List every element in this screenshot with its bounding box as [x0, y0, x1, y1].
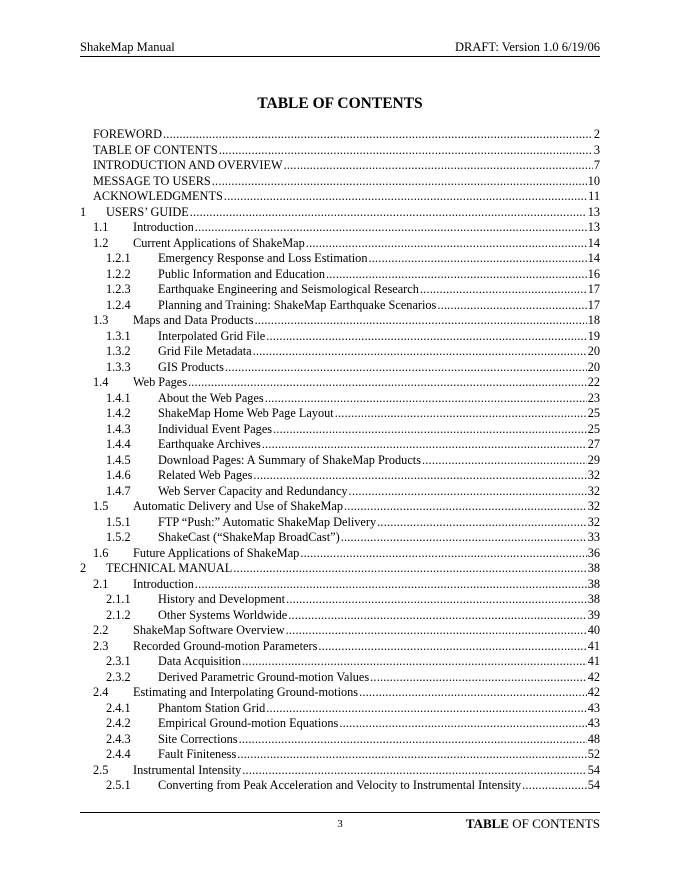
toc-entry-title: TABLE OF CONTENTS [93, 142, 218, 157]
toc-entry-number: 2 [80, 561, 87, 575]
toc-entry-title: Maps and Data Products [133, 313, 254, 327]
toc-dot-leader [359, 685, 587, 701]
toc-entry[interactable] [80, 453, 600, 469]
toc-entry[interactable] [80, 484, 600, 500]
toc-entry-page: 36 [587, 545, 600, 560]
toc-entry-number: 1.2.2 [106, 266, 131, 281]
toc-entry-title: FOREWORD [93, 127, 163, 141]
toc-entry-page: 54 [587, 762, 600, 777]
toc-entry-title: INTRODUCTION AND OVERVIEW [93, 158, 283, 172]
toc-dot-leader [255, 313, 587, 329]
toc-entry-number: 2.4.1 [106, 700, 131, 715]
toc-dot-leader [242, 763, 586, 779]
toc-entry[interactable] [80, 282, 600, 298]
toc-entry[interactable] [80, 267, 600, 283]
toc-entry[interactable] [80, 499, 600, 515]
toc-dot-leader [522, 778, 587, 794]
toc-entry[interactable] [80, 670, 600, 686]
toc-dot-leader [300, 546, 586, 562]
toc-entry-title: Estimating and Interpolating Ground-motions [133, 685, 359, 699]
toc-entry-page: 16 [587, 266, 600, 281]
toc-entry-page: 33 [587, 530, 600, 544]
footer-page-number: 3 [337, 818, 343, 830]
toc-dot-leader [318, 639, 586, 655]
toc-entry[interactable] [80, 732, 600, 748]
toc-dot-leader [188, 375, 587, 391]
toc-dot-leader [286, 623, 587, 639]
toc-entry-page: 32 [587, 483, 600, 498]
toc-entry[interactable] [80, 143, 600, 159]
toc-entry-page: 20 [587, 344, 600, 358]
toc-entry-page: 43 [587, 716, 600, 730]
toc-dot-leader [349, 484, 587, 500]
toc-entry[interactable] [80, 360, 600, 376]
toc-entry[interactable] [80, 623, 600, 639]
toc-entry[interactable] [80, 313, 600, 329]
toc-entry-number: 1.5 [93, 499, 109, 513]
toc-entry-number: 1 [80, 204, 87, 219]
toc-entry[interactable] [80, 747, 600, 763]
header-version: DRAFT: Version 1.0 6/19/06 [455, 40, 600, 54]
toc-entry-title: Automatic Delivery and Use of ShakeMap [133, 499, 344, 513]
toc-entry-title: GIS Products [158, 359, 224, 374]
toc-entry[interactable] [80, 437, 600, 453]
toc-dot-leader [284, 158, 593, 174]
toc-entry-page: 19 [587, 328, 600, 343]
toc-entry-page: 43 [587, 700, 600, 715]
toc-entry[interactable] [80, 406, 600, 422]
toc-entry-title: Introduction [133, 576, 194, 591]
toc-dot-leader [288, 608, 586, 624]
toc-dot-leader [326, 267, 587, 283]
toc-entry-title: ShakeCast (“ShakeMap BroadCast”) [158, 530, 340, 544]
toc-entry[interactable] [80, 592, 600, 608]
toc-entry-title: Web Server Capacity and Redundancy [158, 483, 348, 498]
toc-dot-leader [195, 220, 587, 236]
toc-entry-page: 29 [587, 452, 600, 467]
toc-entry-number: 2.1.1 [106, 592, 131, 606]
toc-entry[interactable] [80, 236, 600, 252]
toc-entry-title: About the Web Pages [158, 390, 264, 405]
toc-entry-title: Download Pages: A Summary of ShakeMap Products [158, 452, 421, 467]
toc-entry-page: 52 [587, 747, 600, 761]
toc-entry-number: 1.4.5 [106, 452, 131, 467]
toc-entry-number: 1.4.7 [106, 483, 131, 498]
toc-entry-number: 2.5.1 [106, 778, 131, 792]
toc-entry-page: 13 [587, 220, 600, 234]
toc-entry-title: Converting from Peak Acceleration and Velocity to Instrumental Intensity [158, 778, 522, 792]
toc-entry[interactable] [80, 778, 600, 794]
toc-entry-page: 23 [587, 390, 600, 405]
toc-entry-title: Derived Parametric Ground-motion Values [158, 669, 370, 684]
toc-dot-leader [190, 205, 587, 221]
footer-section-bold: TABLE [465, 816, 509, 831]
toc-entry-page: 54 [587, 778, 600, 792]
toc-entry-number: 1.4.6 [106, 468, 131, 482]
toc-entry-page: 20 [587, 359, 600, 374]
toc-entry-number: 1.2.4 [106, 297, 131, 312]
toc-entry-title: Earthquake Engineering and Seismological Research [158, 282, 419, 296]
toc-dot-leader [219, 143, 593, 159]
toc-entry-title: Fault Finiteness [158, 747, 237, 761]
toc-entry-title: Related Web Pages [158, 468, 253, 482]
toc-dot-leader [341, 530, 587, 546]
toc-entry[interactable] [80, 685, 600, 701]
toc-dot-leader [344, 499, 587, 515]
toc-entry[interactable] [80, 716, 600, 732]
toc-entry-title: Recorded Ground-motion Parameters [133, 638, 318, 653]
toc-entry-number: 2.4.4 [106, 747, 131, 761]
toc-entry[interactable] [80, 515, 600, 531]
toc-entry-number: 2.3.2 [106, 669, 131, 684]
toc-dot-leader [195, 577, 587, 593]
toc-dot-leader [266, 701, 586, 717]
toc-entry[interactable] [80, 422, 600, 438]
toc-entry-page: 42 [587, 685, 600, 699]
toc-entry-page: 3 [593, 142, 600, 157]
toc-entry-page: 32 [587, 468, 600, 482]
toc-entry[interactable] [80, 375, 600, 391]
toc-entry-page: 32 [587, 499, 600, 513]
toc-entry[interactable] [80, 158, 600, 174]
footer-divider [80, 812, 600, 813]
toc-dot-leader [225, 360, 587, 376]
toc-entry-page: 17 [587, 297, 600, 312]
toc-entry-number: 1.3.1 [106, 328, 131, 343]
toc-dot-leader [242, 654, 587, 670]
toc-entry[interactable] [80, 329, 600, 345]
toc-dot-leader [265, 391, 587, 407]
toc-entry-title: Empirical Ground-motion Equations [158, 716, 339, 730]
footer-section-rest: OF CONTENTS [508, 816, 600, 831]
toc-entry-number: 2.1 [93, 576, 109, 591]
toc-entry-title: MESSAGE TO USERS [93, 173, 211, 188]
toc-entry-title: Individual Event Pages [158, 421, 273, 436]
toc-entry-page: 17 [587, 282, 600, 296]
toc-entry-title: ACKNOWLEDGMENTS [93, 189, 223, 203]
running-header [80, 40, 600, 57]
toc-entry-number: 2.4.2 [106, 716, 131, 730]
toc-dot-leader [273, 422, 587, 438]
toc-dot-leader [286, 592, 587, 608]
toc-entry-number: 2.1.2 [106, 607, 131, 622]
toc-entry-title: Site Corrections [158, 731, 238, 746]
toc-entry-page: 2 [593, 127, 600, 141]
toc-entry-number: 1.4.3 [106, 421, 131, 436]
toc-dot-leader [437, 298, 586, 314]
toc-entry-title: History and Development [158, 592, 286, 606]
footer-section-label [466, 816, 600, 832]
toc-entry[interactable] [80, 608, 600, 624]
toc-entry[interactable] [80, 391, 600, 407]
toc-entry-title: TECHNICAL MANUAL [106, 561, 233, 575]
toc-entry-number: 1.4.4 [106, 437, 131, 451]
toc-entry-title: Instrumental Intensity [133, 762, 242, 777]
toc-entry-number: 2.2 [93, 623, 109, 637]
toc-entry[interactable] [80, 298, 600, 314]
toc-entry-number: 1.5.1 [106, 514, 131, 529]
toc-entry-page: 39 [587, 607, 600, 622]
toc-entry[interactable] [80, 546, 600, 562]
toc-entry[interactable] [80, 251, 600, 267]
toc-dot-leader [377, 515, 587, 531]
table-of-contents [80, 127, 600, 794]
toc-entry-number: 1.2.1 [106, 251, 131, 265]
toc-entry-title: ShakeMap Software Overview [133, 623, 285, 637]
toc-dot-leader [237, 747, 586, 763]
toc-entry-title: Phantom Station Grid [158, 700, 266, 715]
toc-entry[interactable] [80, 189, 600, 205]
toc-dot-leader [224, 189, 587, 205]
toc-entry-page: 22 [587, 375, 600, 389]
toc-entry-title: Current Applications of ShakeMap [133, 235, 305, 250]
toc-dot-leader [420, 282, 587, 298]
toc-entry-page: 18 [587, 313, 600, 327]
toc-entry[interactable] [80, 654, 600, 670]
toc-entry[interactable] [80, 639, 600, 655]
toc-dot-leader [370, 670, 587, 686]
toc-entry[interactable] [80, 205, 600, 221]
toc-entry-page: 7 [593, 158, 600, 172]
toc-dot-leader [239, 732, 587, 748]
toc-entry-page: 41 [587, 654, 600, 668]
toc-entry-page: 10 [587, 173, 600, 188]
toc-entry-page: 38 [587, 561, 600, 575]
toc-entry-title: Planning and Training: ShakeMap Earthquake Scenarios [158, 297, 437, 312]
toc-entry[interactable] [80, 468, 600, 484]
toc-dot-leader [163, 127, 593, 143]
toc-dot-leader [212, 174, 587, 190]
toc-entry-title: USERS’ GUIDE [106, 204, 189, 219]
toc-entry-page: 14 [587, 235, 600, 250]
toc-entry-number: 2.4 [93, 685, 109, 699]
toc-entry-page: 38 [587, 576, 600, 591]
toc-entry-title: Data Acquisition [158, 654, 241, 668]
toc-entry-page: 27 [587, 437, 600, 451]
toc-entry-page: 32 [587, 514, 600, 529]
toc-entry-number: 2.5 [93, 762, 109, 777]
toc-entry-page: 25 [587, 406, 600, 420]
toc-entry-title: FTP “Push:” Automatic ShakeMap Delivery [158, 514, 377, 529]
toc-entry-number: 2.3 [93, 638, 109, 653]
toc-entry-number: 1.2 [93, 235, 109, 250]
toc-entry-title: Future Applications of ShakeMap [133, 545, 300, 560]
toc-entry-page: 14 [587, 251, 600, 265]
toc-entry[interactable] [80, 344, 600, 360]
toc-entry-number: 1.3.2 [106, 344, 131, 358]
toc-entry[interactable] [80, 220, 600, 236]
toc-entry-number: 1.4 [93, 375, 109, 389]
page-title: TABLE OF CONTENTS [257, 95, 423, 112]
toc-entry-page: 25 [587, 421, 600, 436]
toc-entry-page: 42 [587, 669, 600, 684]
toc-entry-number: 2.3.1 [106, 654, 131, 668]
toc-entry-number: 1.6 [93, 545, 109, 560]
toc-entry-title: Emergency Response and Loss Estimation [158, 251, 368, 265]
toc-entry[interactable] [80, 530, 600, 546]
toc-entry[interactable] [80, 127, 600, 143]
toc-dot-leader [335, 406, 587, 422]
toc-entry-page: 11 [588, 189, 600, 203]
toc-entry-number: 1.3.3 [106, 359, 131, 374]
toc-entry-page: 38 [587, 592, 600, 606]
toc-entry[interactable] [80, 701, 600, 717]
toc-dot-leader [253, 468, 586, 484]
toc-entry-title: Interpolated Grid File [158, 328, 266, 343]
toc-entry-number: 1.3 [93, 313, 109, 327]
toc-dot-leader [233, 561, 586, 577]
toc-dot-leader [262, 437, 587, 453]
toc-entry-number: 1.2.3 [106, 282, 131, 296]
toc-entry-page: 13 [587, 204, 600, 219]
toc-entry[interactable] [80, 561, 600, 577]
toc-entry-title: Other Systems Worldwide [158, 607, 288, 622]
toc-entry-title: Earthquake Archives [158, 437, 261, 451]
toc-dot-leader [253, 344, 587, 360]
toc-entry-title: Web Pages [133, 375, 187, 389]
toc-entry-title: Grid File Metadata [158, 344, 252, 358]
toc-entry[interactable] [80, 763, 600, 779]
toc-entry-title: ShakeMap Home Web Page Layout [158, 406, 334, 420]
toc-entry-number: 1.5.2 [106, 530, 131, 544]
toc-dot-leader [422, 453, 587, 469]
toc-dot-leader [306, 236, 587, 252]
toc-entry-page: 48 [587, 731, 600, 746]
toc-entry-title: Introduction [133, 220, 194, 234]
toc-entry-page: 40 [587, 623, 600, 637]
toc-dot-leader [266, 329, 586, 345]
toc-entry-number: 1.1 [93, 220, 109, 234]
toc-dot-leader [339, 716, 586, 732]
header-document-title: ShakeMap Manual [80, 40, 175, 54]
toc-entry[interactable] [80, 577, 600, 593]
toc-entry-page: 41 [587, 638, 600, 653]
toc-entry[interactable] [80, 174, 600, 190]
toc-entry-number: 2.4.3 [106, 731, 131, 746]
toc-entry-title: Public Information and Education [158, 266, 325, 281]
toc-entry-number: 1.4.2 [106, 406, 131, 420]
toc-entry-number: 1.4.1 [106, 390, 131, 405]
toc-dot-leader [368, 251, 586, 267]
